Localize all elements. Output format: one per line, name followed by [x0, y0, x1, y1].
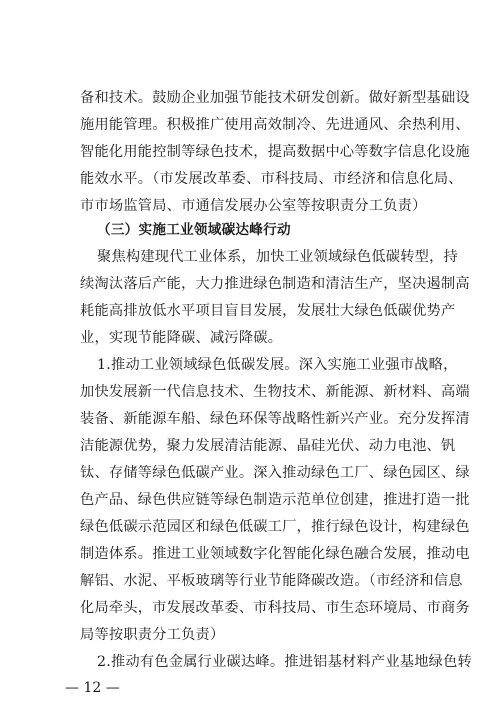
- text-line: 装备、新能源车船、绿色环保等战略性新兴产业。充分发挥清: [80, 411, 470, 427]
- text-line: 制造体系。推进工业领域数字化智能化绿色融合发展，推动电: [80, 546, 470, 562]
- text-line: 聚焦构建现代工业体系，加快工业领域绿色低碳转型，持: [97, 249, 458, 265]
- text-line: 色产品、绿色供应链等绿色制造示范单位创建，推进打造一批: [80, 492, 470, 508]
- text-line: 钛、存储等绿色低碳产业。深入推动绿色工厂、绿色园区、绿: [80, 465, 470, 481]
- text-line: 绿色低碳示范园区和绿色低碳工厂，推行绿色设计，构建绿色: [80, 519, 470, 535]
- text-line: 备和技术。鼓励企业加强节能技术研发创新。做好新型基础设: [80, 90, 470, 106]
- text-line: 施用能管理。积极推广使用高效制冷、先进通风、余热利用、: [80, 117, 470, 133]
- text-line: 智能化用能控制等绿色技术，提高数据中心等数字信息化设施: [80, 144, 470, 160]
- text-line: 1.推动工业领域绿色低碳发展。深入实施工业强市战略，: [97, 357, 458, 373]
- text-line: 2.推动有色金属行业碳达峰。推进铝基材料产业基地绿色转: [97, 654, 472, 670]
- text-line: 化局牵头，市发展改革委、市科技局、市生态环境局、市商务: [80, 600, 470, 616]
- text-line: 局等按职责分工负责）: [80, 627, 225, 643]
- text-line: 解铝、水泥、平板玻璃等行业节能降碳改造。（市经济和信息: [80, 573, 463, 589]
- text-line: 加快发展新一代信息技术、生物技术、新能源、新材料、高端: [80, 384, 470, 400]
- text-line: 市市场监管局、市通信发展办公室等按职责分工负责）: [80, 198, 427, 214]
- section-heading: （三）实施工业领域碳达峰行动: [97, 222, 291, 238]
- text-line: 业，实现节能降碳、减污降碳。: [80, 330, 283, 346]
- text-line: 耗能高排放低水平项目盲目发展，发展壮大绿色低碳优势产: [80, 303, 456, 319]
- text-line: 续淘汰落后产能，大力推进绿色制造和清洁生产，坚决遏制高: [80, 276, 470, 292]
- text-line: 能效水平。（市发展改革委、市科技局、市经济和信息化局、: [80, 171, 463, 187]
- page-number: — 12 —: [65, 680, 120, 696]
- text-line: 洁能源优势，聚力发展清洁能源、晶硅光伏、动力电池、钒: [80, 438, 456, 454]
